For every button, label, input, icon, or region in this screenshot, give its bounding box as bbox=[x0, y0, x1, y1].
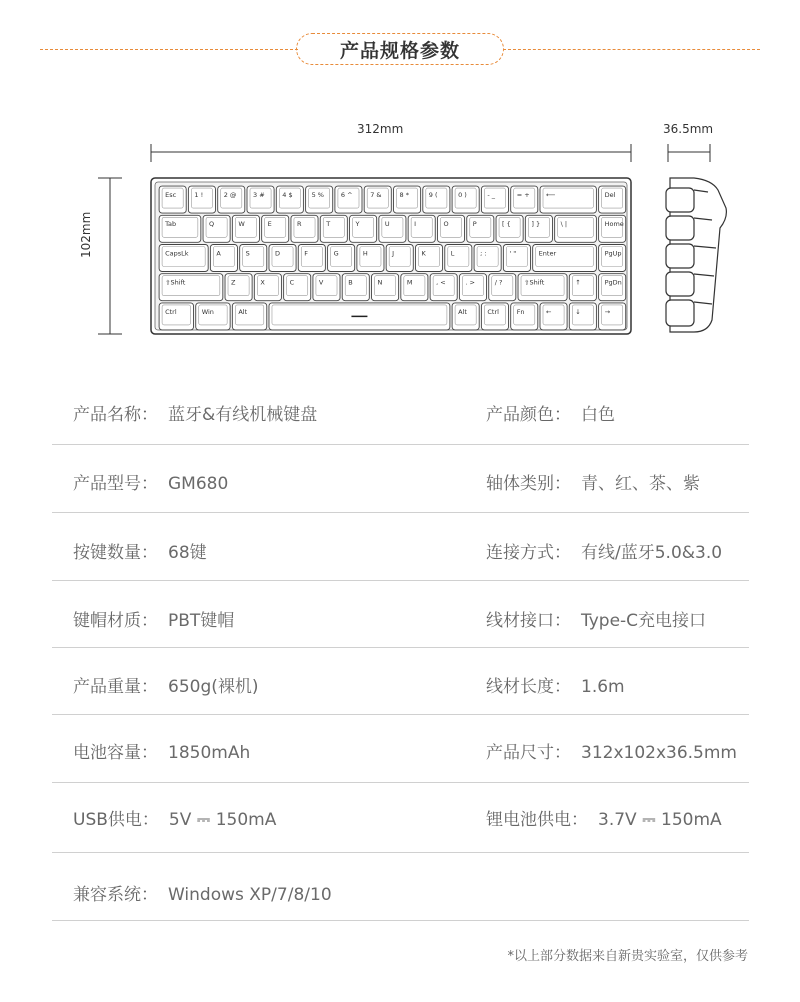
key-label: 3 # bbox=[253, 191, 265, 199]
spec-row-divider bbox=[52, 782, 749, 783]
key-label: \ | bbox=[560, 220, 568, 229]
spec-left-1 bbox=[73, 469, 228, 494]
key-label: P bbox=[472, 220, 477, 229]
key bbox=[284, 274, 311, 301]
key-label: D bbox=[274, 249, 280, 258]
key bbox=[269, 245, 296, 272]
key bbox=[569, 303, 596, 330]
key-label: M bbox=[406, 278, 413, 287]
spec-row-divider bbox=[52, 852, 749, 853]
key-label: 6 ^ bbox=[340, 191, 353, 199]
key-label: ↑ bbox=[575, 278, 581, 287]
key-label: 7 & bbox=[370, 191, 382, 199]
spec-label: USB供电： bbox=[73, 810, 159, 830]
key-label: I bbox=[414, 220, 417, 229]
key bbox=[445, 245, 472, 272]
spec-value: 1850mAh bbox=[168, 743, 251, 763]
keyboard-dimension-diagram bbox=[0, 110, 800, 350]
key-label: Z bbox=[231, 278, 236, 287]
key-label: ' " bbox=[509, 249, 517, 258]
spec-label: 产品型号： bbox=[73, 474, 158, 494]
spec-label: 兼容系统： bbox=[73, 885, 158, 905]
key-label: CapsLk bbox=[165, 249, 189, 258]
key bbox=[203, 215, 230, 242]
key-label: 2 @ bbox=[223, 191, 237, 199]
spec-value: 有线/蓝牙5.0&3.0 bbox=[581, 543, 723, 563]
spec-label: 产品尺寸： bbox=[486, 743, 571, 763]
key bbox=[254, 274, 281, 301]
key-label: , < bbox=[436, 278, 446, 287]
key bbox=[569, 274, 596, 301]
key-label: ; : bbox=[480, 249, 487, 258]
key bbox=[408, 215, 435, 242]
key-label: T bbox=[326, 220, 331, 229]
key bbox=[262, 215, 289, 242]
key-label: Del bbox=[604, 191, 616, 199]
spec-value: 白色 bbox=[581, 405, 615, 425]
key-label: R bbox=[296, 220, 302, 229]
key-label: W bbox=[238, 220, 245, 229]
spec-right-3 bbox=[486, 606, 706, 631]
spec-right-5 bbox=[486, 738, 737, 763]
key-label: / ? bbox=[494, 278, 503, 287]
key bbox=[342, 274, 369, 301]
key-label: Q bbox=[209, 220, 215, 229]
key-label: N bbox=[377, 278, 383, 287]
spec-left-4 bbox=[73, 672, 259, 697]
spec-row-divider bbox=[52, 920, 749, 921]
key-label: Ctrl bbox=[165, 307, 177, 316]
key-label: A bbox=[216, 249, 221, 258]
key bbox=[540, 303, 567, 330]
key-label: Alt bbox=[458, 307, 467, 316]
spec-value: 312x102x36.5mm bbox=[581, 743, 737, 763]
spec-value: PBT键帽 bbox=[168, 611, 235, 631]
spec-label: 电池容量： bbox=[73, 743, 158, 763]
key-label: U bbox=[384, 220, 390, 229]
key-label: → bbox=[604, 307, 611, 316]
key bbox=[599, 303, 626, 330]
key bbox=[467, 215, 494, 242]
key-label: Enter bbox=[538, 249, 557, 258]
key-label: ⇧Shift bbox=[165, 278, 186, 287]
key bbox=[437, 215, 464, 242]
key-label: O bbox=[443, 220, 449, 229]
key-label: Fn bbox=[516, 307, 525, 316]
spec-value: 3.7V ⎓ 150mA bbox=[598, 810, 722, 830]
key bbox=[320, 215, 347, 242]
key-label: B bbox=[348, 278, 353, 287]
spec-value: 68键 bbox=[168, 543, 207, 563]
key-label: H bbox=[362, 249, 368, 258]
key-label: [ { bbox=[502, 220, 511, 229]
key-label: S bbox=[245, 249, 250, 258]
key bbox=[328, 245, 355, 272]
key bbox=[232, 215, 259, 242]
key-label: Tab bbox=[165, 220, 177, 229]
spec-row-divider bbox=[52, 580, 749, 581]
spec-right-4 bbox=[486, 672, 625, 697]
key-label: Ctrl bbox=[487, 307, 499, 316]
spec-value: Type-C充电接口 bbox=[581, 611, 707, 631]
spec-row-divider bbox=[52, 647, 749, 648]
key bbox=[350, 215, 377, 242]
header-divider-left bbox=[40, 49, 298, 50]
key-label: Y bbox=[355, 220, 360, 229]
spec-label: 连接方式： bbox=[486, 543, 571, 563]
key bbox=[474, 245, 501, 272]
spec-label: 按键数量： bbox=[73, 543, 158, 563]
spec-left-2 bbox=[73, 538, 207, 563]
spec-value: 5V ⎓ 150mA bbox=[168, 810, 277, 830]
header-divider-right bbox=[503, 49, 760, 50]
spec-label: 轴体类别： bbox=[486, 474, 571, 494]
key-label: V bbox=[318, 278, 324, 287]
spec-label: 锂电池供电： bbox=[486, 810, 588, 830]
height-label: 102mm bbox=[79, 211, 93, 258]
spec-left-5 bbox=[73, 738, 250, 763]
key-label: 0 ) bbox=[458, 191, 467, 199]
spec-left-3 bbox=[73, 606, 234, 631]
spec-left-7 bbox=[73, 880, 332, 905]
spec-value: 青、红、茶、紫 bbox=[581, 474, 700, 494]
spec-value: GM680 bbox=[168, 474, 229, 494]
spec-value: 1.6m bbox=[581, 677, 625, 697]
key-label: Win bbox=[201, 307, 214, 316]
depth-label: 36.5mm bbox=[663, 122, 714, 136]
key-label: ] } bbox=[531, 220, 541, 229]
key-label: ← bbox=[546, 307, 552, 316]
key bbox=[372, 274, 399, 301]
key-label: ↓ bbox=[575, 307, 581, 316]
key-label: 1 ! bbox=[194, 191, 204, 199]
spec-value: Windows XP/7/8/10 bbox=[168, 885, 332, 905]
key bbox=[298, 245, 325, 272]
spec-left-0 bbox=[73, 400, 317, 425]
key bbox=[379, 215, 406, 242]
spec-right-1 bbox=[486, 469, 700, 494]
key-label: ⇧Shift bbox=[524, 278, 545, 287]
key-label: 9 ( bbox=[428, 191, 438, 199]
key-label: F bbox=[304, 249, 309, 258]
key bbox=[503, 245, 530, 272]
key-label: ⟵ bbox=[546, 191, 556, 199]
key-label: . > bbox=[465, 278, 476, 287]
width-label: 312mm bbox=[357, 122, 404, 136]
key-label: X bbox=[260, 278, 265, 287]
spec-value: 蓝牙&有线机械键盘 bbox=[168, 405, 318, 425]
key-label: J bbox=[392, 249, 395, 258]
key-label: L bbox=[450, 249, 455, 258]
spec-right-7 bbox=[486, 880, 496, 900]
spec-label: 线材接口： bbox=[486, 611, 571, 631]
key-label: E bbox=[267, 220, 272, 229]
key bbox=[357, 245, 384, 272]
key bbox=[401, 274, 428, 301]
spec-label: 产品颜色： bbox=[486, 405, 571, 425]
key bbox=[291, 215, 318, 242]
key-label: Esc bbox=[165, 191, 177, 199]
spec-right-2 bbox=[486, 538, 722, 563]
spec-label: 产品名称： bbox=[73, 405, 158, 425]
key-label: Home bbox=[604, 220, 624, 229]
keyboard-drawing bbox=[0, 110, 800, 350]
spec-row-divider bbox=[52, 512, 749, 513]
key bbox=[313, 274, 340, 301]
spec-label: 产品重量： bbox=[73, 677, 158, 697]
key-label: - _ bbox=[487, 191, 496, 199]
key-label: 5 % bbox=[311, 191, 324, 199]
spec-right-0 bbox=[486, 400, 615, 425]
spec-right-6 bbox=[486, 805, 722, 830]
spec-row-divider bbox=[52, 714, 749, 715]
spec-label: 键帽材质： bbox=[73, 611, 158, 631]
key bbox=[415, 245, 442, 272]
key-label: 8 * bbox=[399, 191, 409, 199]
key-label: G bbox=[333, 249, 339, 258]
spec-label: 线材长度： bbox=[486, 677, 571, 697]
footnote: *以上部分数据来自新贵实验室，仅供参考 bbox=[507, 949, 748, 964]
key-label: PgUp bbox=[604, 249, 622, 258]
key-label: Alt bbox=[238, 307, 248, 316]
key-label: 4 $ bbox=[282, 191, 293, 199]
key bbox=[386, 245, 413, 272]
key-label: PgDn bbox=[604, 278, 622, 287]
key bbox=[225, 274, 252, 301]
key bbox=[240, 245, 267, 272]
section-title: 产品规格参数 bbox=[296, 33, 504, 65]
key-label: K bbox=[421, 249, 426, 258]
key-label: C bbox=[289, 278, 295, 287]
spec-value: 650g(裸机) bbox=[168, 677, 259, 697]
spec-left-6 bbox=[73, 805, 276, 830]
key bbox=[210, 245, 237, 272]
spec-row-divider bbox=[52, 444, 749, 445]
key-label: = + bbox=[516, 191, 530, 199]
